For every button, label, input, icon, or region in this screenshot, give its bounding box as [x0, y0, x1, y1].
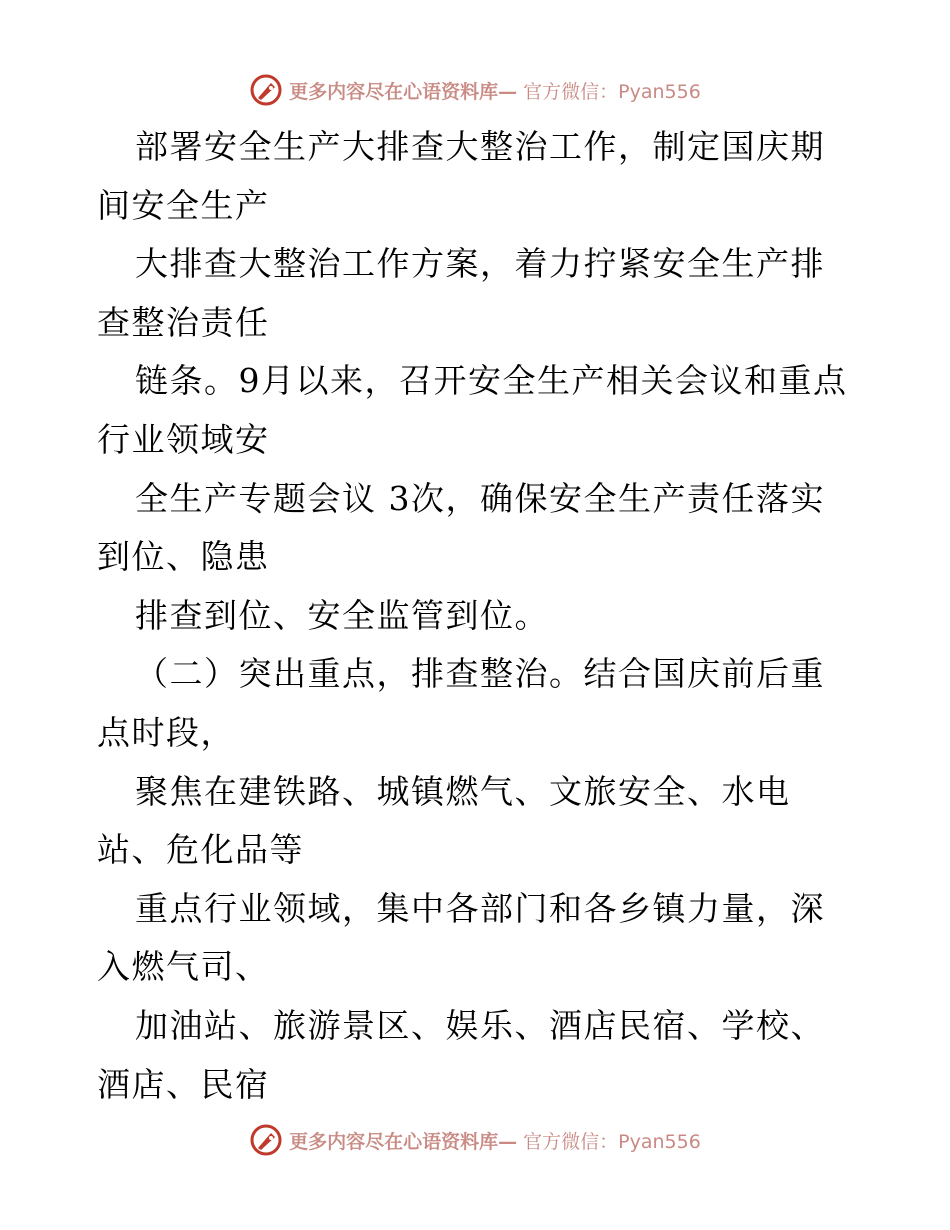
footer-site-text: 更多内容尽在心语资料库— — [289, 1130, 518, 1153]
paragraph-line: （二）突出重点，排查整治。结合国庆前后重点时段， — [97, 654, 825, 752]
header-wechat-text: 官方微信：Pyan556 — [523, 80, 701, 103]
paragraph-line: 大排查大整治工作方案，着力拧紧安全生产排查整治责任 — [97, 244, 825, 342]
paragraph-line: 加油站、旅游景区、娱乐、酒店民宿、学校、酒店、民宿 — [97, 1005, 825, 1104]
paragraph-line: 全生产专题会议 3次，确保安全生产责任落实到位、隐患 — [97, 478, 825, 577]
paragraph-line: 重点行业领域，集中各部门和各乡镇力量，深入燃气司、 — [97, 888, 825, 987]
header-site-text: 更多内容尽在心语资料库— — [289, 80, 518, 103]
pen-nib-logo-icon — [249, 73, 283, 107]
paragraph-line: 排查到位、安全监管到位。 — [135, 595, 549, 635]
paragraph-line: 链条。9月以来，召开安全生产相关会议和重点行业领域安 — [97, 361, 848, 459]
pen-nib-logo-icon — [249, 1123, 283, 1157]
header-banner — [0, 70, 950, 110]
paragraph-line: 部署安全生产大排查大整治工作，制定国庆期间安全生产 — [97, 127, 825, 225]
footer-banner — [0, 1120, 950, 1160]
document-body — [97, 118, 857, 1114]
footer-wechat-text: 官方微信：Pyan556 — [523, 1130, 701, 1153]
paragraph-line: 聚焦在建铁路、城镇燃气、文旅安全、水电站、危化品等 — [97, 771, 791, 870]
